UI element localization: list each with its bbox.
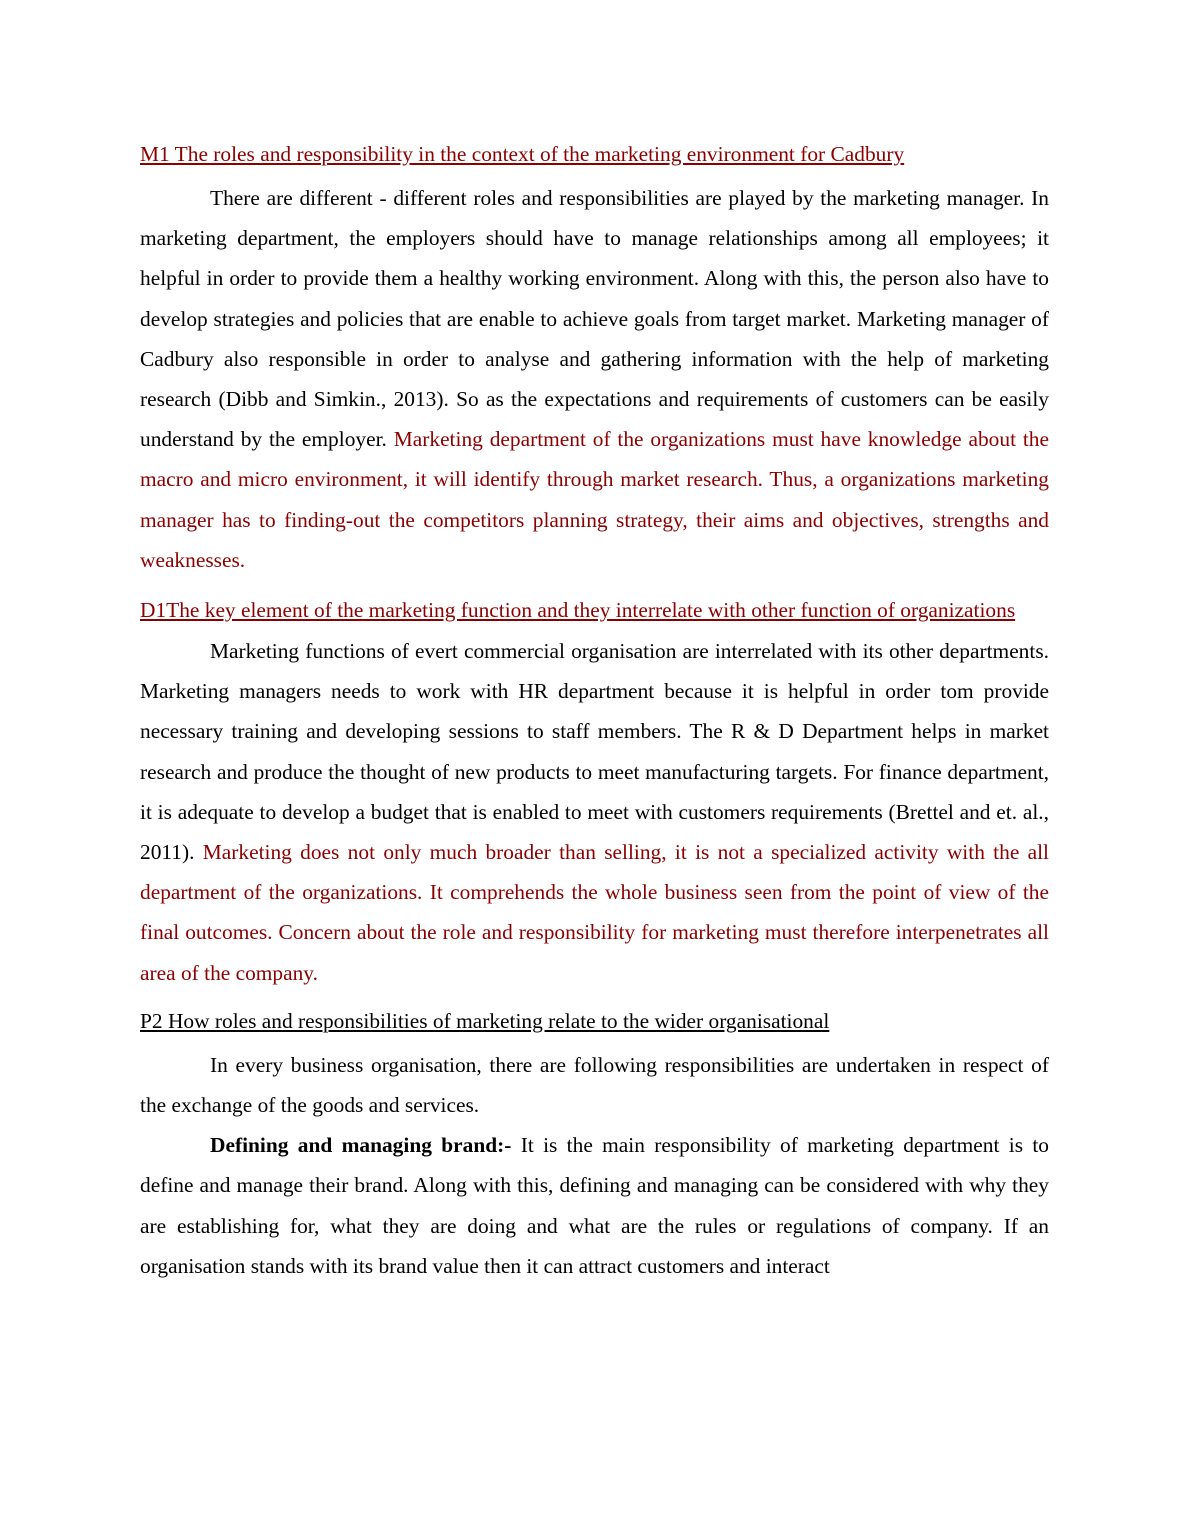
paragraph-m1-red-text: Marketing department of the organizations must have knowledge about the macro and micro environment, it will identify through market research. Thus, a organizations marketing manager has to finding-out the competitors planning strategy, their aims and objectives, strengths and weaknesses.	[140, 427, 1049, 572]
document-page	[140, 138, 1049, 1286]
paragraph-m1-text: There are different - different roles and responsibilities are played by the marketing manager. In marketing department, the employers should have to manage relationships among all employees; it helpful in order to provide them a healthy working environment. Along with this, the person also have to develop strategies and policies that are enable to achieve goals from target market. Marketing manager of Cadbury also responsible in order to analyse and gathering information with the help of marketing research (Dibb and Simkin., 2013). So as the expectations and requirements of customers can be easily understand by the employer.	[140, 186, 1049, 452]
brand-paragraph-text: It is the main responsibility of marketing department is to define and manage their brand. Along with this, defining and managing can be considered with why they are establishing for, what they are doing and what are the rules or regulations of company. If an organisation stands with its brand value then it can attract customers and interact	[140, 1133, 1049, 1278]
paragraph-p2-intro: In every business organisation, there are following responsibilities are undertaken in respect of the exchange of the goods and services.	[140, 1052, 1049, 1118]
paragraph-d1-red-text: Marketing does not only much broader than selling, it is not a specialized activity with the all department of the organizations. It comprehends the whole business seen from the point of view of the final outcomes. Concern about the role and responsibility for marketing must therefore interpenetrates all area of the company.	[140, 840, 1049, 985]
paragraph-d1-text: Marketing functions of evert commercial organisation are interrelated with its other departments. Marketing managers needs to work with HR department because it is helpful in order tom provide necessary training and developing sessions to staff members. The R & D Department helps in market research and produce the thought of new products to meet manufacturing targets. For finance department, it is adequate to develop a budget that is enabled to meet with customers requirements (Brettel and et. al., 2011).	[140, 639, 1049, 865]
paragraph-p2-brand	[140, 1125, 1049, 1286]
section-heading-d1: D1The key element of the marketing function and they interrelate with other function of organizations	[140, 598, 1016, 623]
section-heading-m1: M1 The roles and responsibility in the context of the marketing environment for Cadbury	[140, 142, 905, 166]
section-heading-p2: P2 How roles and responsibilities of marketing relate to the wider organisational	[140, 1008, 830, 1033]
paragraph-m1	[140, 178, 1049, 580]
paragraph-d1	[140, 631, 1049, 993]
brand-subheading: Defining and managing brand:-	[210, 1133, 512, 1158]
